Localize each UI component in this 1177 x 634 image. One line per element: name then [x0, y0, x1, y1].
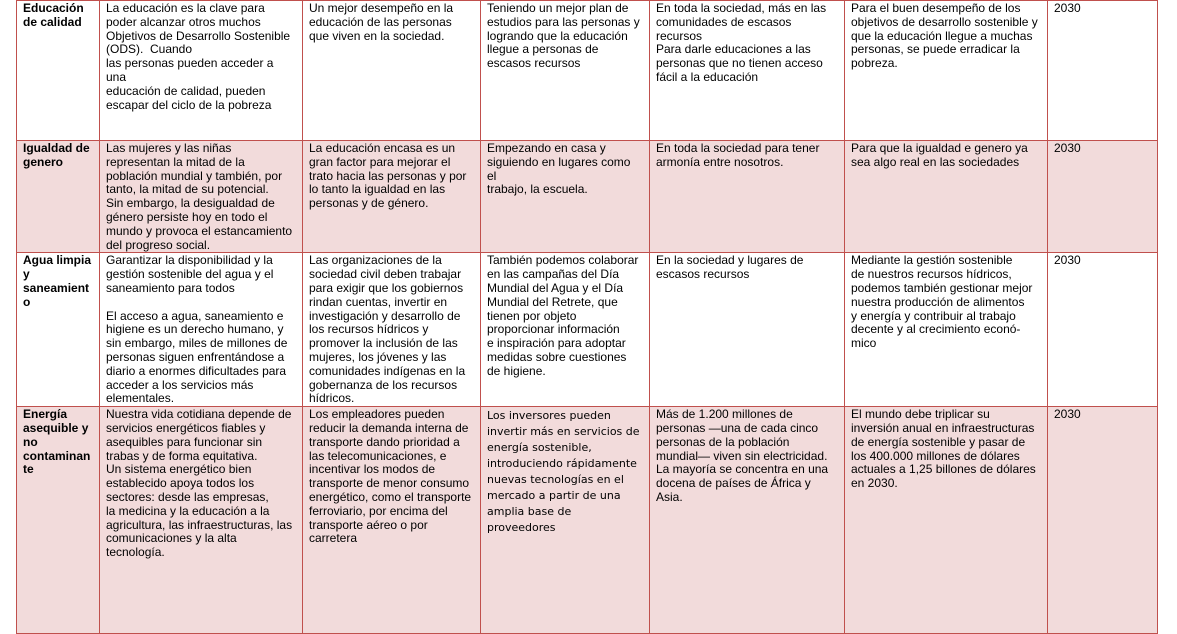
where-cell: En toda la sociedad para tener armonía entre nosotros. [650, 141, 845, 253]
year-cell: 2030 [1048, 407, 1158, 634]
why-cell: Para el buen desempeño de los objetivos de desarrollo sostenible y que la educación llegue a muchas personas, se puede erradicar la pobreza. [845, 1, 1048, 141]
description-cell: Garantizar la disponibilidad y la gestión sostenible del agua y el saneamiento para todos El acceso a agua, saneamiento e higiene es un derecho humano, y sin embargo, miles de millones de personas siguen enfrentándose a diario a enormes dificultades para acceder a los servicios más elementales. [100, 253, 303, 407]
table-row [17, 1, 1158, 141]
objective-cell: Igualdad de genero [17, 141, 100, 253]
description-cell: Las mujeres y las niñas representan la mitad de la población mundial y también, por tanto, la mitad de su potencial. Sin embargo, la desigualdad de género persiste hoy en todo el mundo y provoca el estancamiento del progreso social. [100, 141, 303, 253]
how-cell: Empezando en casa y siguiendo en lugares como el trabajo, la escuela. [481, 141, 650, 253]
why-cell: Para que la igualdad e genero ya sea algo real en las sociedades [845, 141, 1048, 253]
how-cell: Teniendo un mejor plan de estudios para las personas y logrando que la educación llegue a personas de escasos recursos [481, 1, 650, 141]
objective-cell: Energía asequible y no contaminan te [17, 407, 100, 634]
impact-cell: Las organizaciones de la sociedad civil deben trabajar para exigir que los gobiernos rindan cuentas, invertir en investigación y desarrollo de los recursos hídricos y promover la inclusión de las mujeres, los jóvenes y las comunidades indígenas en la gobernanza de los recursos hídricos. [303, 253, 481, 407]
impact-cell: Un mejor desempeño en la educación de las personas que viven en la sociedad. [303, 1, 481, 141]
description-cell: Nuestra vida cotidiana depende de servicios energéticos fiables y asequibles para funcionar sin trabas y de forma equitativa. Un sistema energético bien establecido apoya todos los sectores: desde las empresas, la medicina y la educación a la agricultura, las infraestructuras, las comunicaciones y la alta tecnología. [100, 407, 303, 634]
table-row [17, 253, 1158, 407]
why-cell: El mundo debe triplicar su inversión anual en infraestructuras de energía sostenible y pasar de los 400.000 millones de dólares actuales a 1,25 billones de dólares en 2030. [845, 407, 1048, 634]
why-cell: Mediante la gestión sostenible de nuestros recursos hídricos, podemos también gestionar mejor nuestra producción de alimentos y energía y contribuir al trabajo decente y al crecimiento econó- mico [845, 253, 1048, 407]
where-cell: En la sociedad y lugares de escasos recursos [650, 253, 845, 407]
description-cell: La educación es la clave para poder alcanzar otros muchos Objetivos de Desarrollo Sostenible (ODS). Cuando las personas pueden acceder a una educación de calidad, pueden escapar del ciclo de la pobreza [100, 1, 303, 141]
year-cell: 2030 [1048, 1, 1158, 141]
impact-cell: La educación encasa es un gran factor para mejorar el trato hacia las personas y por lo tanto la igualdad en las personas y de género. [303, 141, 481, 253]
table-row [17, 141, 1158, 253]
impact-cell: Los empleadores pueden reducir la demanda interna de transporte dando prioridad a las telecomunicaciones, e incentivar los modos de transporte de menor consumo energético, como el transporte ferroviario, por encima del transporte aéreo o por carretera [303, 407, 481, 634]
where-cell: Más de 1.200 millones de personas —una de cada cinco personas de la población mundial— viven sin electricidad. La mayoría se concentra en una docena de países de África y Asia. [650, 407, 845, 634]
year-cell: 2030 [1048, 253, 1158, 407]
how-cell: Los inversores pueden invertir más en servicios de energía sostenible, introduciendo rápidamente nuevas tecnologías en el mercado a partir de una amplia base de proveedores [481, 407, 650, 634]
how-cell: También podemos colaborar en las campañas del Día Mundial del Agua y el Día Mundial del Retrete, que tienen por objeto proporcionar información e inspiración para adoptar medidas sobre cuestiones de higiene. [481, 253, 650, 407]
objective-cell: Agua limpia y saneamient o [17, 253, 100, 407]
ods-table [16, 0, 1158, 634]
objective-cell: Educación de calidad [17, 1, 100, 141]
where-cell: En toda la sociedad, más en las comunidades de escasos recursos Para darle educaciones a las personas que no tienen acceso fácil a la educación [650, 1, 845, 141]
year-cell: 2030 [1048, 141, 1158, 253]
table-row [17, 407, 1158, 634]
